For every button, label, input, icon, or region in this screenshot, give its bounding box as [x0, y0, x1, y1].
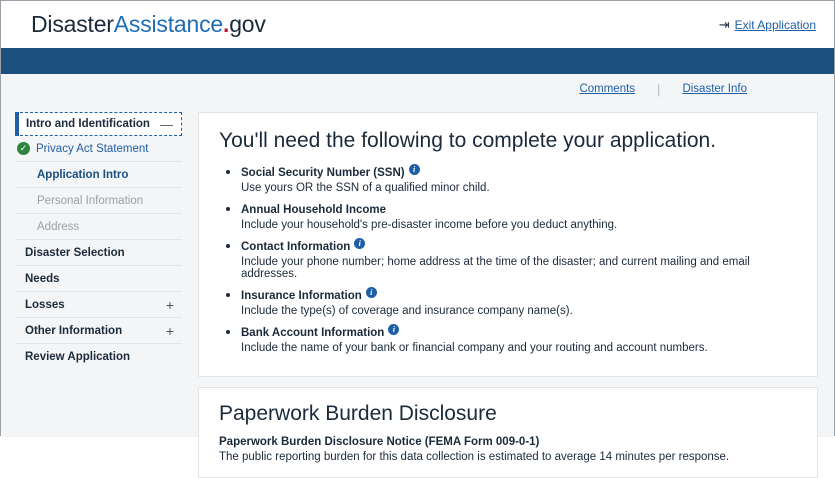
sidebar-item-losses[interactable] [15, 292, 182, 318]
sidebar-navigation [1, 104, 194, 437]
list-item [241, 237, 797, 280]
page-title: You'll need the following to complete your application. [219, 129, 717, 152]
requirement-title: Bank Account Information [241, 327, 385, 339]
sidebar-item-application-intro[interactable] [15, 162, 182, 188]
collapse-icon[interactable]: — [160, 116, 173, 132]
sidebar-item-personal-information [15, 188, 182, 214]
sidebar-item-disaster-selection[interactable] [15, 240, 182, 266]
requirement-description: Include your phone number; home address at the time of the disaster; and current mailing and email addresses. [241, 256, 750, 280]
sidebar-item-review-application[interactable] [15, 344, 182, 370]
logo-part-disaster: Disaster [31, 11, 114, 37]
utility-separator: | [657, 81, 661, 97]
requirements-list [219, 163, 797, 354]
info-icon[interactable]: i [409, 164, 420, 175]
expander-icon[interactable]: + [165, 296, 174, 313]
list-item [241, 286, 797, 317]
list-item [241, 323, 797, 354]
requirement-title: Social Security Number (SSN) [241, 167, 405, 179]
logo-part-gov: gov [229, 11, 266, 37]
list-item [241, 200, 797, 231]
sidebar-item-label: Application Intro [37, 168, 129, 181]
paperwork-notice-title: Paperwork Burden Disclosure Notice (FEMA Form 009-0-1) [219, 436, 540, 448]
main-content [194, 104, 834, 463]
requirement-description: Include your household's pre-disaster income before you deduct anything. [241, 219, 618, 231]
comments-link[interactable]: Comments [579, 83, 636, 95]
check-icon: ✓ [17, 142, 30, 155]
utility-links [1, 74, 834, 104]
sidebar-item-label: Address [37, 220, 80, 233]
site-header [1, 1, 834, 48]
sidebar-item-label: Needs [25, 272, 60, 285]
requirement-title: Annual Household Income [241, 204, 387, 216]
list-item [241, 163, 797, 194]
sidebar-item-label: Losses [25, 298, 65, 311]
requirement-description: Include the type(s) of coverage and insurance company name(s). [241, 305, 573, 317]
info-icon[interactable]: i [388, 324, 399, 335]
sidebar-item-privacy-act-statement[interactable] [15, 136, 182, 162]
requirement-description: Use yours OR the SSN of a qualified minor child. [241, 182, 490, 194]
sidebar-item-label: Disaster Selection [25, 246, 125, 259]
info-icon[interactable]: i [354, 238, 365, 249]
requirement-title: Insurance Information [241, 290, 362, 302]
disaster-info-link[interactable]: Disaster Info [682, 83, 747, 95]
info-icon[interactable]: i [366, 287, 377, 298]
exit-icon: ⇥ [718, 17, 730, 32]
navigation-band [1, 48, 834, 74]
sidebar-item-needs[interactable] [15, 266, 182, 292]
requirement-description: Include the name of your bank or financial company and your routing and account numbers. [241, 342, 708, 354]
requirement-title: Contact Information [241, 241, 351, 253]
paperwork-burden-card [198, 387, 818, 478]
sidebar-item-label: Other Information [25, 324, 123, 337]
paperwork-notice-text: The public reporting burden for this data collection is estimated to average 14 minutes per response. [219, 451, 730, 463]
paperwork-heading: Paperwork Burden Disclosure [219, 402, 497, 425]
logo-dot: . [222, 11, 230, 37]
page-body [1, 104, 834, 463]
sidebar-item-label: Personal Information [37, 194, 144, 207]
site-logo[interactable] [31, 11, 266, 38]
sidebar-item-other-information[interactable] [15, 318, 182, 344]
requirements-card [198, 112, 818, 377]
sidebar-section-intro-and-identification[interactable] [15, 112, 182, 136]
logo-part-assistance: Assistance [113, 11, 223, 37]
exit-application-label: Exit Application [734, 17, 816, 32]
exit-application-link[interactable] [719, 18, 816, 32]
sidebar-item-label: Privacy Act Statement [36, 142, 149, 155]
sidebar-item-label: Review Application [25, 351, 131, 363]
sidebar-section-label: Intro and Identification [26, 118, 150, 130]
expander-icon[interactable]: + [165, 322, 174, 339]
sidebar-item-address [15, 214, 182, 240]
